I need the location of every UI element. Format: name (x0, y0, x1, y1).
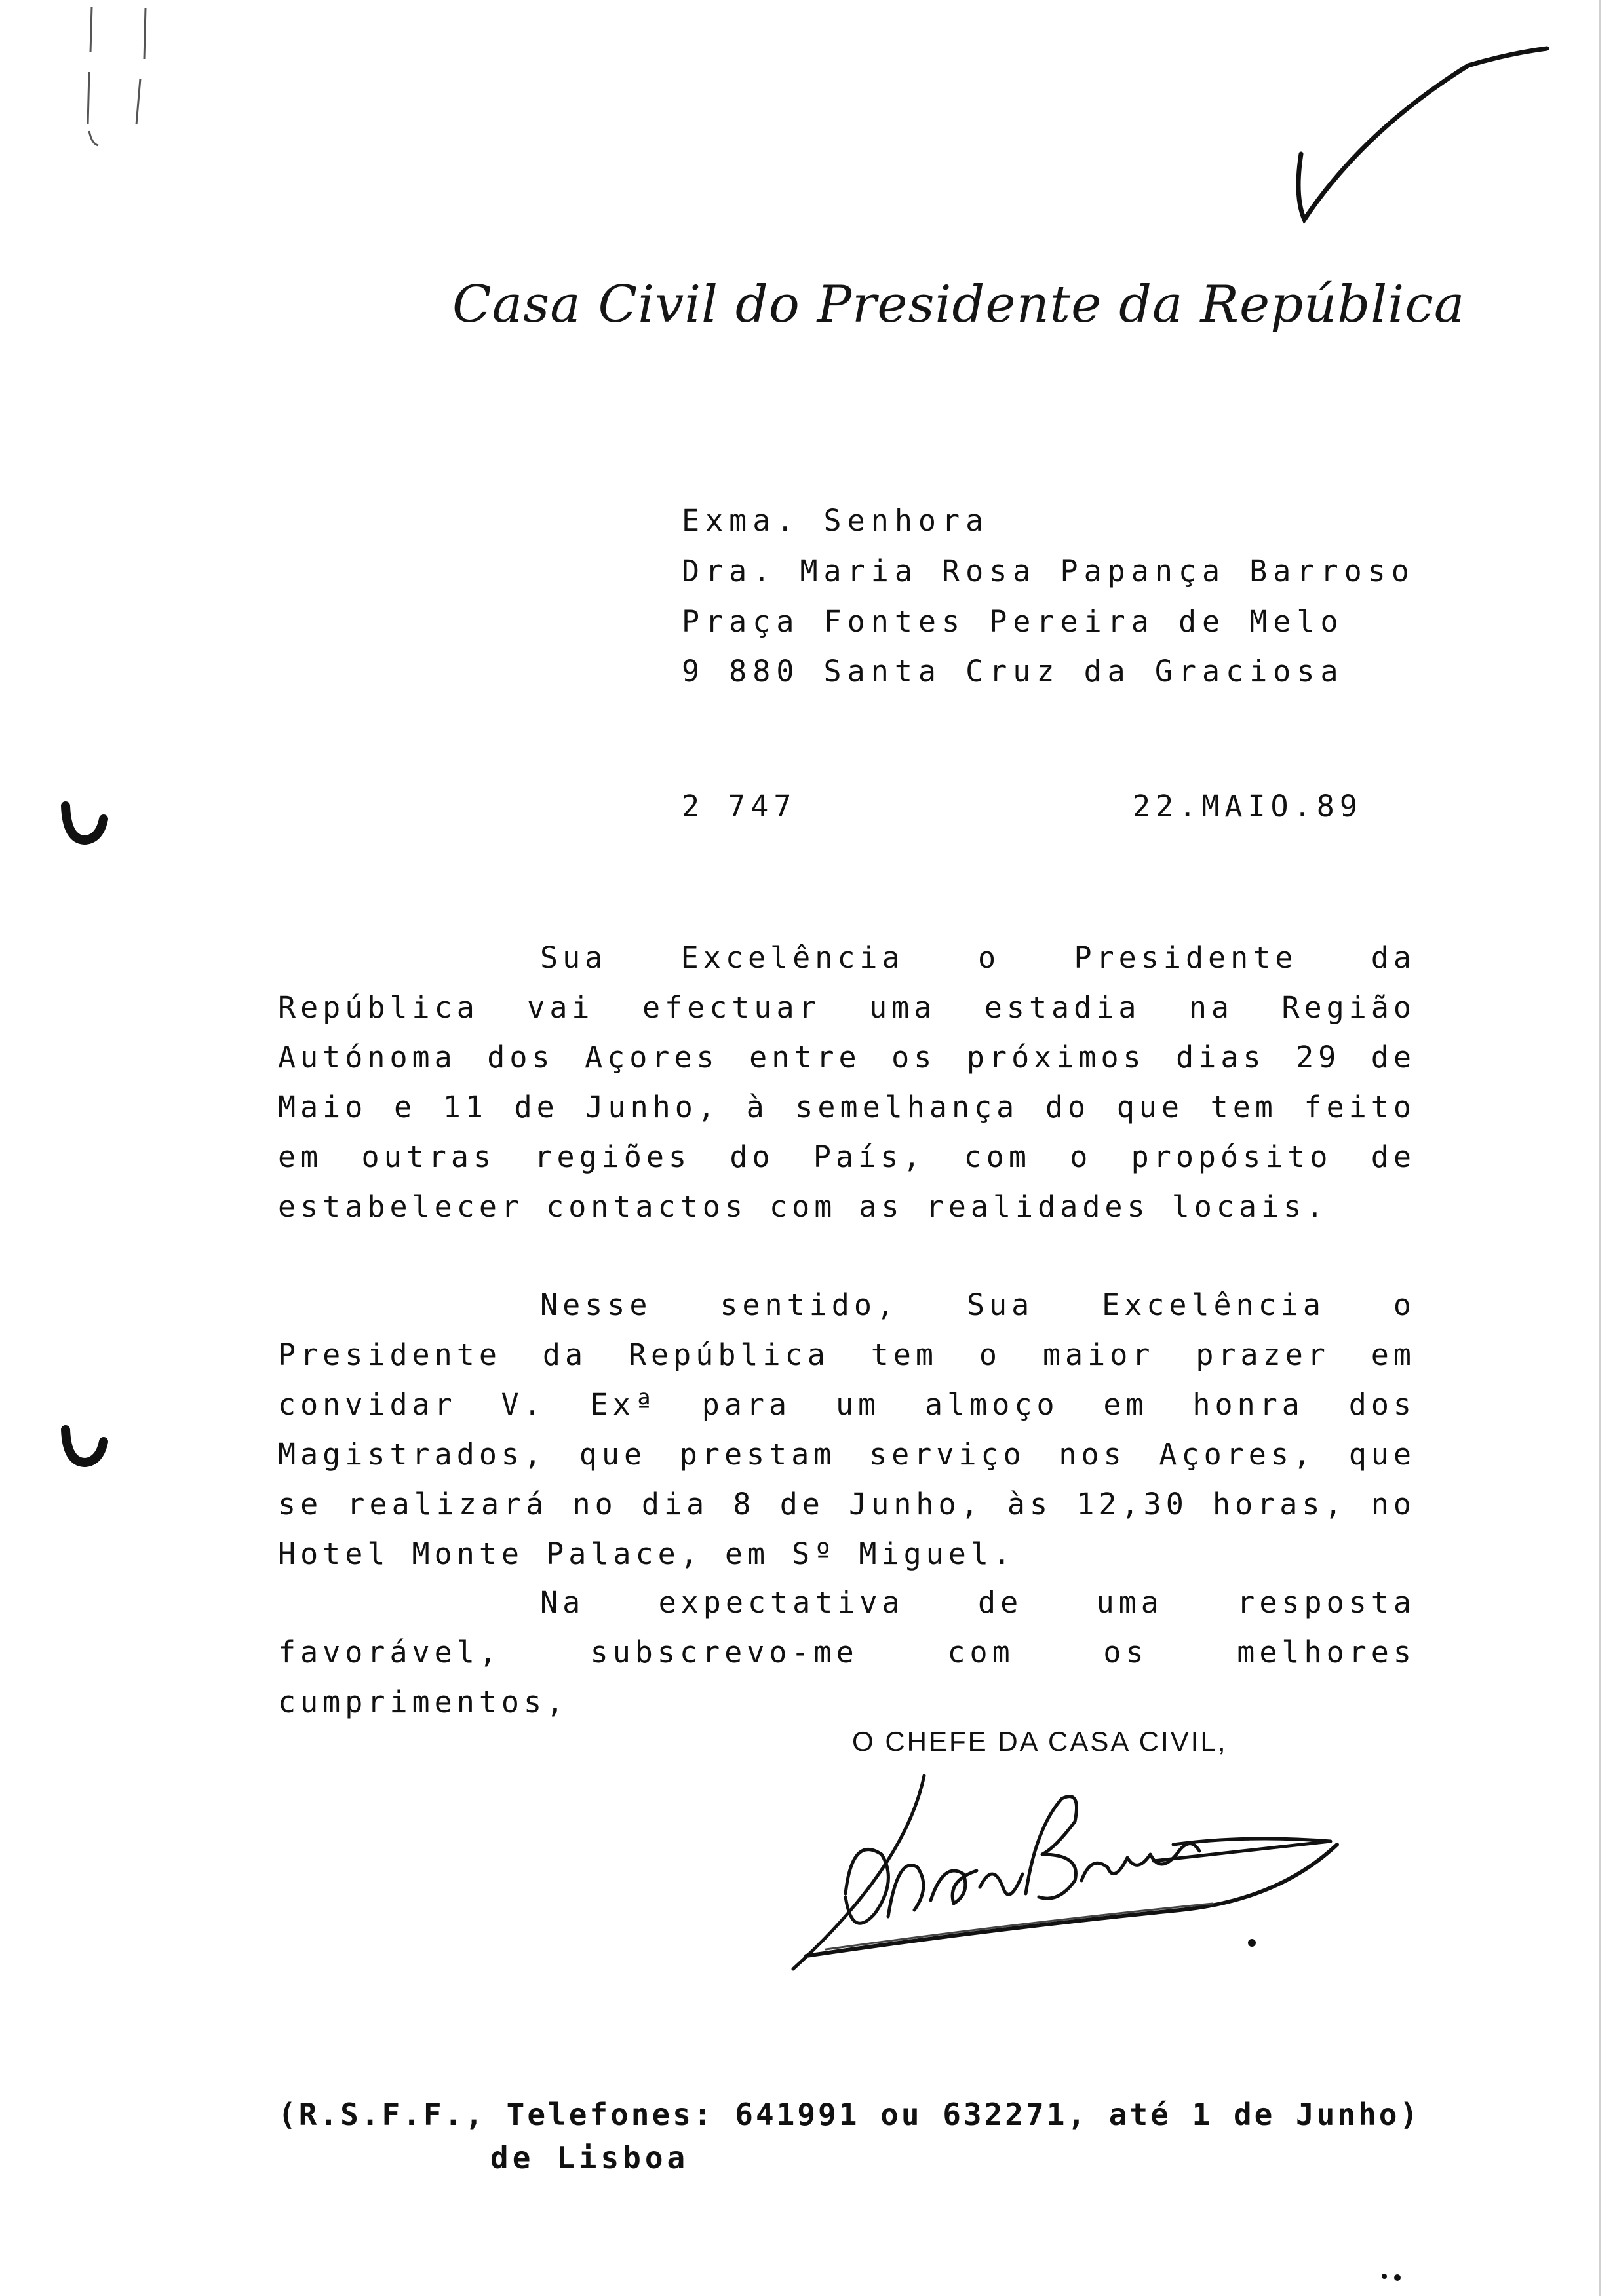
speck-2 (1394, 2274, 1401, 2281)
hole-mark-upper (66, 806, 104, 840)
reference-number: 2 747 (682, 789, 797, 824)
footer-line-2: de Lisboa (490, 2140, 690, 2175)
signature-scrawl (793, 1776, 1337, 1969)
hole-mark-lower (66, 1430, 104, 1463)
paragraph-2: Nesse sentido, Sua Excelência o Presidente da República tem o maior prazer em convidar V. Exª para um almoço em honra dos Magistrados, que prestam serviço nos Açores, que se realizará no dia 8 de Junho, às 12,30 horas, no Hotel Monte Palace, em Sº Miguel. (278, 1288, 1416, 1571)
staple-marks (88, 7, 146, 145)
recipient-city: 9 880 Santa Cruz da Graciosa (682, 654, 1344, 689)
recipient-salutation: Exma. Senhora (682, 503, 990, 538)
letter-date: 22.MAIO.89 (1133, 789, 1363, 824)
page-edge-shadow (1599, 0, 1601, 2296)
speck-1 (1382, 2274, 1387, 2279)
checkmark-mark (1298, 48, 1547, 220)
paragraph-3: Na expectativa de uma resposta favorável, subscrevo-me com os melhores cumprimentos, (278, 1585, 1416, 1719)
signature-dot (1248, 1939, 1256, 1947)
letterhead: Casa Civil do Presidente da República (452, 275, 1466, 334)
footer-line-1: (R.S.F.F., Telefones: 641991 ou 632271, até 1 de Junho) (278, 2097, 1421, 2132)
closing-title: O CHEFE DA CASA CIVIL, (852, 1726, 1228, 1757)
paragraph-1: Sua Excelência o Presidente da República vai efectuar uma estadia na Região Autónoma dos Açores entre os próximos dias 29 de Maio e 11 de Junho, à semelhança do que tem feito em outras regiões do País, com o propósito de estabelecer contactos com as realidades locais. (278, 940, 1416, 1224)
recipient-street: Praça Fontes Pereira de Melo (682, 604, 1344, 639)
recipient-name: Dra. Maria Rosa Papança Barroso (682, 554, 1415, 588)
